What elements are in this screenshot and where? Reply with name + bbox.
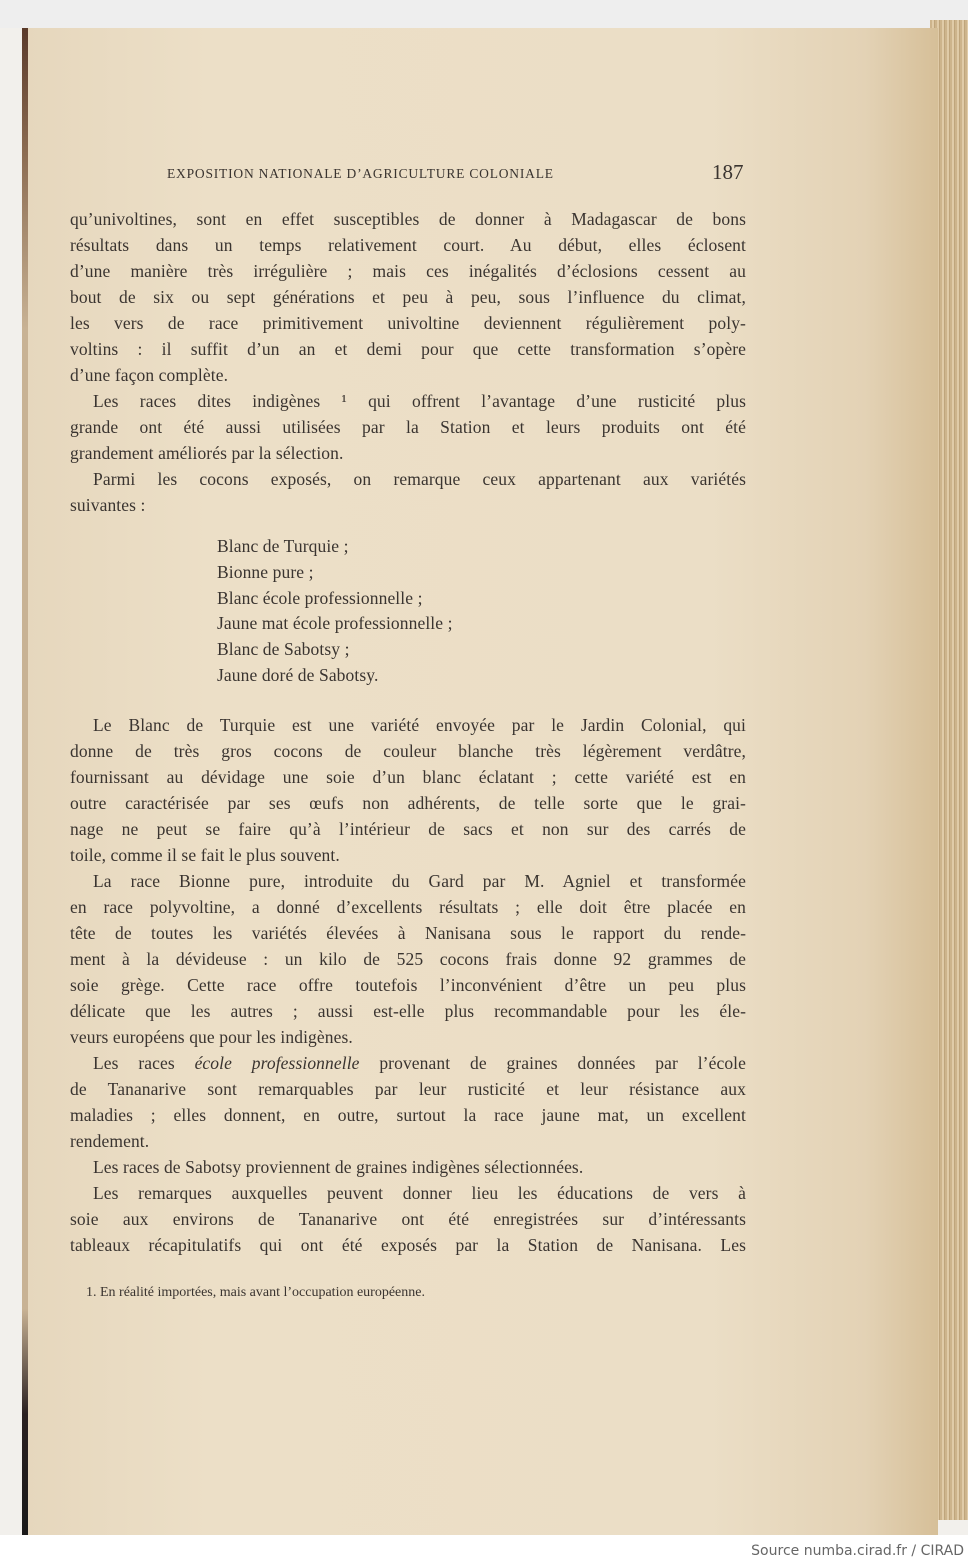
text-line: grandement améliorés par la sélection. — [70, 443, 344, 463]
text-line: bout de six ou sept générations et peu à peu, sous l’influence du climat, — [70, 287, 746, 307]
text-line: suivantes : — [70, 495, 146, 515]
text-line: maladies ; elles donnent, en outre, surtout la race jaune mat, un excellent — [70, 1105, 746, 1125]
text-line: Les races dites indigènes ¹ qui offrent l’avantage d’une rusticité plus — [93, 391, 746, 411]
running-title: EXPOSITION NATIONALE D’AGRICULTURE COLONIALE — [167, 166, 554, 181]
text-line: les vers de race primitivement univoltine deviennent régulièrement poly- — [70, 313, 746, 333]
footnote: 1. En réalité importées, mais avant l’occupation européenne. — [86, 1285, 425, 1300]
text-line: ment à la dévideuse : un kilo de 525 cocons frais donne 92 grammes de — [70, 949, 746, 969]
text-line: d’une manière très irrégulière ; mais ces inégalités d’éclosions cessent au — [70, 261, 746, 281]
text-line: grande ont été aussi utilisées par la Station et leurs produits ont été — [70, 417, 746, 437]
text-line: en race polyvoltine, a donné d’excellents résultats ; elle doit être placée en — [70, 897, 746, 917]
text-line: résultats dans un temps relativement court. Au début, elles éclosent — [70, 235, 746, 255]
variety-item: Blanc de Sabotsy ; — [217, 639, 350, 660]
text-line: Le Blanc de Turquie est une variété envoyée par le Jardin Colonial, qui — [93, 715, 746, 735]
text-line: voltins : il suffit d’un an et demi pour que cette transformation s’opère — [70, 339, 746, 359]
text-line: donne de très gros cocons de couleur blanche très légèrement verdâtre, — [70, 741, 746, 761]
text-line: fournissant au dévidage une soie d’un blanc éclatant ; cette variété est en — [70, 767, 746, 787]
text-line: outre caractérisée par ses œufs non adhérents, de telle sorte que le grai- — [70, 793, 746, 813]
text-line: nage ne peut se faire qu’à l’intérieur de sacs et non sur des carrés de — [70, 819, 746, 839]
text-line: qu’univoltines, sont en effet susceptibles de donner à Madagascar de bons — [70, 209, 746, 229]
text-line — [93, 1050, 746, 1076]
scan-top-margin — [0, 0, 968, 28]
variety-item: Blanc école professionnelle ; — [217, 587, 423, 608]
page-number: 187 — [712, 160, 744, 184]
text-segment: provenant de graines données par l’école — [359, 1053, 747, 1073]
text-line: soie aux environs de Tananarive ont été enregistrées sur d’intéressants — [70, 1209, 746, 1229]
text-line: d’une façon complète. — [70, 365, 229, 385]
text-line: veurs européens que pour les indigènes. — [70, 1027, 353, 1047]
text-segment: Les races — [93, 1053, 195, 1073]
text-line: délicate que les autres ; aussi est-elle plus recommandable pour les éle- — [70, 1001, 746, 1021]
variety-item: Jaune doré de Sabotsy. — [217, 665, 379, 685]
text-line: tableaux récapitulatifs qui ont été exposés par la Station de Nanisana. Les — [70, 1235, 746, 1255]
text-line: toile, comme il se fait le plus souvent. — [70, 845, 340, 865]
text-line: La race Bionne pure, introduite du Gard par M. Agniel et transformée — [93, 871, 746, 891]
variety-item: Blanc de Turquie ; — [217, 536, 349, 556]
text-line: tête de toutes les variétés élevées à Nanisana sous le rapport du rende- — [70, 923, 746, 943]
text-line: Les remarques auxquelles peuvent donner lieu les éducations de vers à — [93, 1183, 746, 1203]
variety-item: Bionne pure ; — [217, 561, 314, 582]
text-line: Les races de Sabotsy proviennent de graines indigènes sélectionnées. — [93, 1157, 584, 1177]
text-line: rendement. — [70, 1131, 150, 1151]
book-spine-edge — [22, 28, 28, 1535]
text-line: soie grège. Cette race offre toutefois l’inconvénient d’être un peu plus — [70, 975, 746, 995]
source-credit[interactable]: Source numba.cirad.fr / CIRAD — [751, 1543, 964, 1559]
variety-item: Jaune mat école professionnelle ; — [217, 613, 453, 634]
text-line: Parmi les cocons exposés, on remarque ceux appartenant aux variétés — [93, 469, 746, 489]
text-line: de Tananarive sont remarquables par leur rusticité et leur résistance aux — [70, 1079, 746, 1099]
italic-term: école professionnelle — [194, 1053, 360, 1073]
